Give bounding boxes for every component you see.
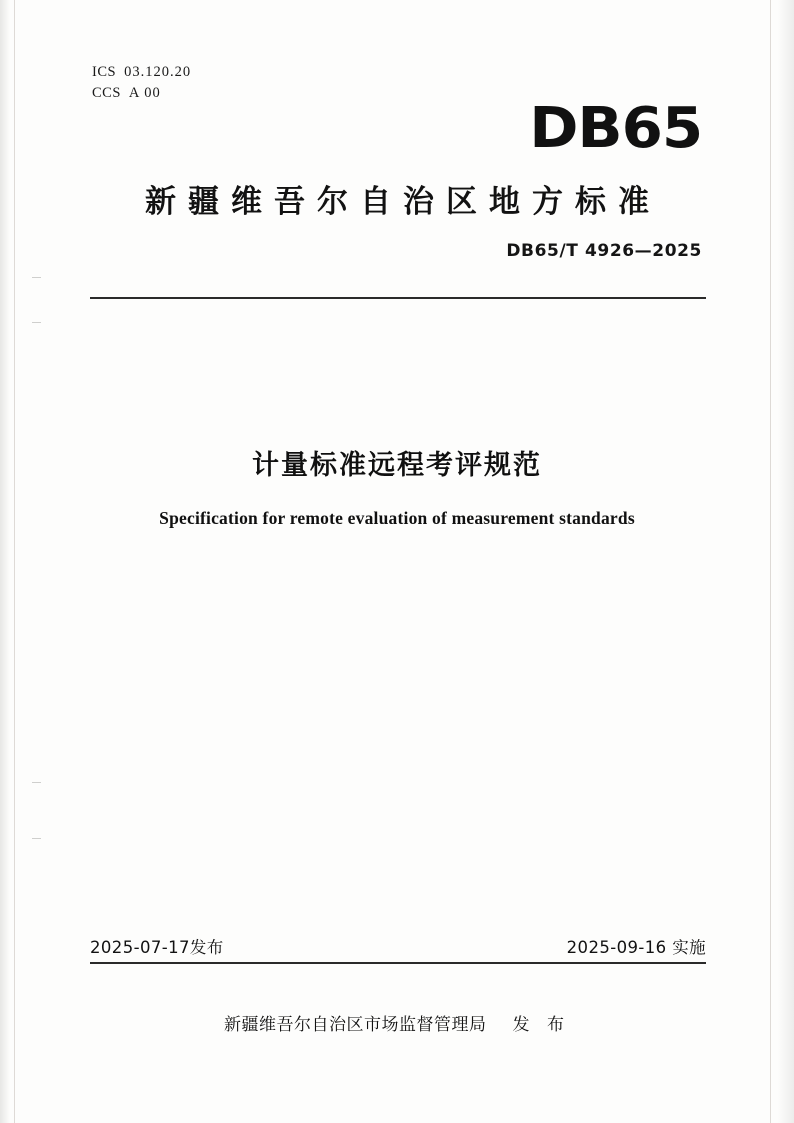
footer-divider (90, 962, 706, 964)
ccs-label: CCS (92, 85, 121, 102)
ccs-value: A 00 (128, 85, 161, 102)
document-title-chinese: 计量标准远程考评规范 (252, 450, 542, 481)
publish-date: 2025-07-17发布 (90, 938, 224, 957)
standard-series-title: 新疆维吾尔自治区地方标准 (145, 184, 661, 220)
document-title-english: Specification for remote evaluation of measurement standards (159, 508, 635, 528)
ics-line (92, 62, 191, 83)
implement-date: 2025-09-16 实施 (566, 938, 706, 957)
db65-logo: DB65 (529, 96, 702, 161)
issuer-verb: 发 布 (512, 1015, 570, 1035)
date-row (90, 934, 706, 958)
issuer-line (88, 1010, 706, 1035)
header-divider (90, 297, 706, 299)
ics-value: 03.120.20 (124, 64, 192, 80)
ics-label: ICS (92, 64, 117, 80)
ccs-line (92, 83, 191, 104)
issuer-name: 新疆维吾尔自治区市场监督管理局 (224, 1015, 487, 1035)
classification-block (92, 62, 191, 104)
standard-number: DB65/T 4926—2025 (506, 241, 702, 261)
